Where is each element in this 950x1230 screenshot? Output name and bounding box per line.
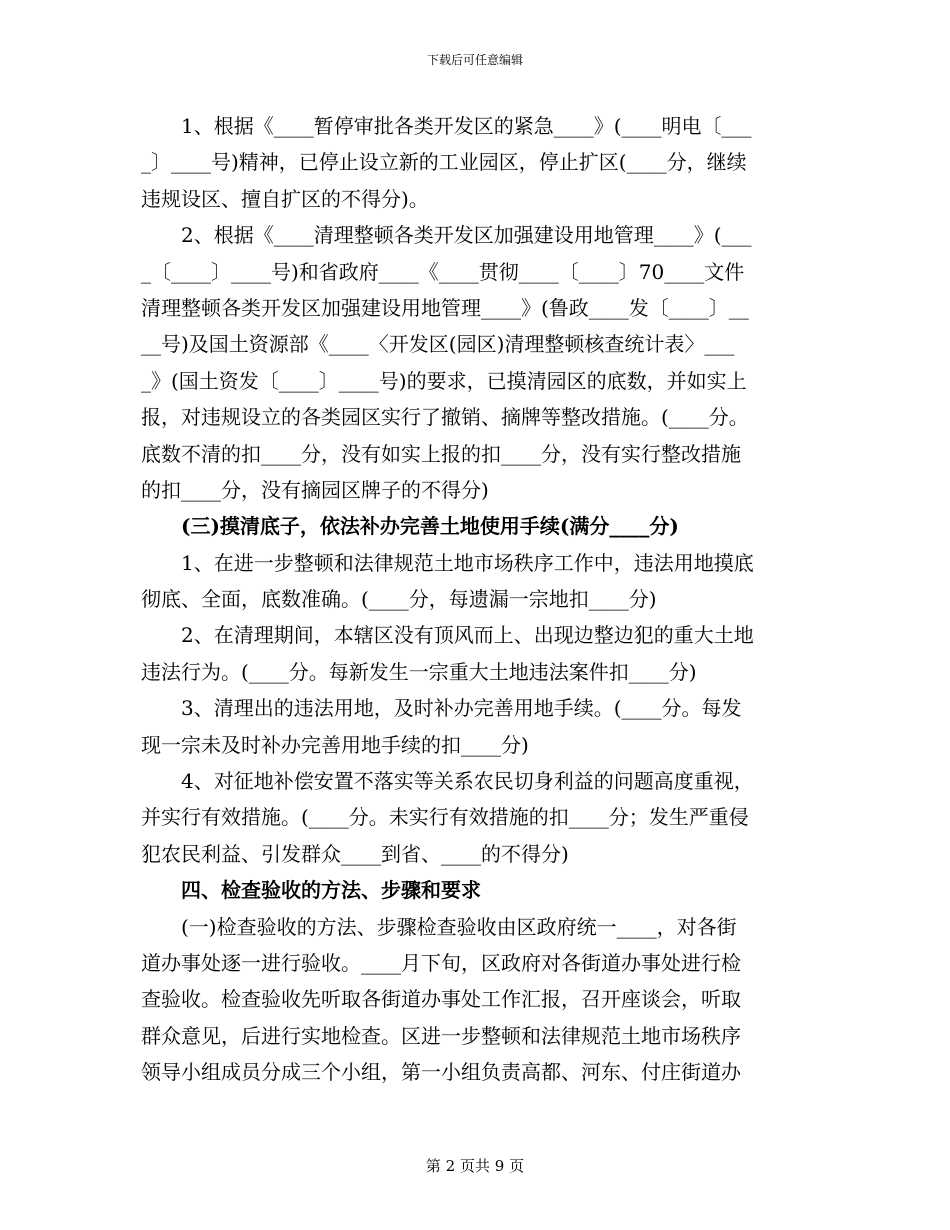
- text-line: 2、在清理期间，本辖区没有顶风而上、出现边整边犯的重大土地: [141, 623, 754, 648]
- text-line: 2、根据《____清理整顿各类开发区加强建设用地管理____》(___: [141, 223, 752, 248]
- text-line: 1、在进一步整顿和法律规范土地市场秩序工作中，违法用地摸底: [141, 550, 754, 575]
- text-line: 犯农民利益、引发群众____到省、____的不得分): [141, 841, 569, 866]
- text-line: (一)检查验收的方法、步骤检查验收由区政府统一____，对各街: [141, 914, 737, 939]
- section-heading-4: 四、检查验收的方法、步骤和要求: [141, 878, 481, 903]
- text-line: _〔____〕____号)和省政府____《____贯彻____〔____〕70____文件: [141, 259, 745, 284]
- text-line: 违法行为。(____分。每新发生一宗重大土地违法案件扣____分): [141, 659, 697, 684]
- page-header: 下载后可任意编辑: [426, 53, 523, 67]
- text-line: 清理整顿各类开发区加强建设用地管理____》(鲁政____发〔____〕__: [141, 295, 749, 320]
- text-line: 1、根据《____暂停审批各类开发区的紧急____》(____明电〔___: [141, 114, 752, 138]
- text-line: 群众意见，后进行实地检查。区进一步整顿和法律规范土地市场秩序: [141, 1023, 741, 1048]
- text-line: 报，对违规设立的各类园区实行了撤销、摘牌等整改措施。(____分。: [141, 405, 749, 430]
- text-line: 的扣____分，没有摘园区牌子的不得分): [141, 477, 489, 502]
- text-line: 查验收。检查验收先听取各街道办事处工作汇报，召开座谈会，听取: [141, 987, 741, 1012]
- text-line: 底数不清的扣____分，没有如实上报的扣____分，没有实行整改措施: [141, 441, 741, 466]
- document-body: [141, 108, 811, 1091]
- text-line: 现一宗未及时补办完善用地手续的扣____分): [141, 732, 529, 757]
- text-line: 3、清理出的违法用地，及时补办完善用地手续。(____分。每发: [141, 696, 742, 721]
- section-heading-3: (三)摸清底子，依法补办完善土地使用手续(满分____分): [141, 514, 679, 539]
- text-line: _》(国土资发〔____〕____号)的要求，已摸清园区的底数，并如实上: [141, 368, 747, 393]
- text-line: 并实行有效措施。(____分。未实行有效措施的扣____分；发生严重侵: [141, 805, 749, 830]
- text-line: 违规设区、擅自扩区的不得分)。: [141, 186, 429, 211]
- text-line: 彻底、全面，底数准确。(____分，每遗漏一宗地扣____分): [141, 587, 657, 612]
- text-line: 4、对征地补偿安置不落实等关系农民切身利益的问题高度重视，: [141, 769, 754, 794]
- text-line: __号)及国土资源部《____〈开发区(园区)清理整顿核查统计表〉___: [141, 332, 735, 357]
- text-line: _〕____号)精神，已停止设立新的工业园区，停止扩区(____分，继续: [141, 150, 747, 175]
- page-number: 第 2 页共 9 页: [425, 1157, 525, 1175]
- text-line: 道办事处逐一进行验收。____月下旬，区政府对各街道办事处进行检: [141, 950, 741, 975]
- text-line: 领导小组成员分成三个小组，第一小组负责高都、河东、付庄街道办: [141, 1060, 741, 1085]
